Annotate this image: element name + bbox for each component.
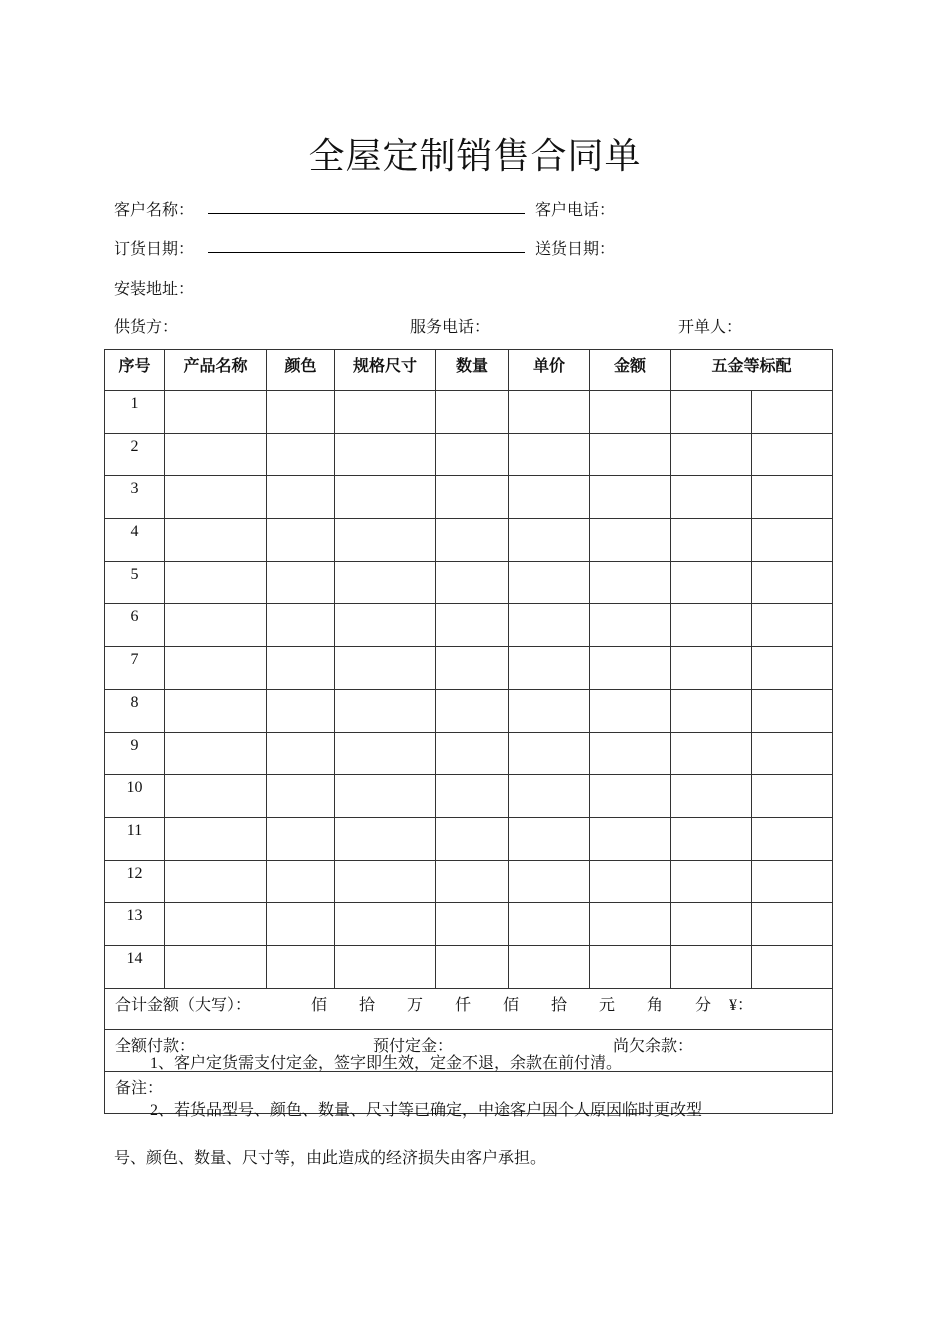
order-date-field[interactable]: [208, 252, 525, 253]
deposit-label: 预付定金：: [373, 1038, 454, 1056]
table-cell[interactable]: [752, 860, 833, 903]
table-cell[interactable]: [165, 732, 267, 775]
table-row: [105, 561, 833, 604]
table-cell[interactable]: [671, 903, 752, 946]
table-cell[interactable]: [335, 903, 436, 946]
table-cell[interactable]: [590, 604, 671, 647]
table-cell[interactable]: [267, 391, 335, 434]
row-number: 1: [105, 391, 165, 434]
supplier-label: 供货方：: [114, 319, 179, 336]
table-row: [105, 433, 833, 476]
table-cell[interactable]: [752, 689, 833, 732]
table-cell[interactable]: [267, 519, 335, 562]
table-cell[interactable]: [165, 604, 267, 647]
amount-unit: 拾: [359, 996, 376, 1014]
header-cell: 规格尺寸: [335, 350, 436, 391]
service-phone-label: 服务电话：: [410, 319, 491, 336]
table-row: [105, 519, 833, 562]
table-cell[interactable]: [335, 647, 436, 690]
table-cell[interactable]: [436, 775, 509, 818]
amount-unit: 佰: [311, 996, 328, 1014]
table-cell[interactable]: [590, 433, 671, 476]
table-cell[interactable]: [335, 519, 436, 562]
table-cell[interactable]: [335, 775, 436, 818]
table-cell[interactable]: [509, 903, 590, 946]
table-cell[interactable]: [335, 860, 436, 903]
customer-name-field[interactable]: [208, 213, 525, 214]
table-cell[interactable]: [436, 391, 509, 434]
table-cell[interactable]: [590, 476, 671, 519]
table-cell[interactable]: [165, 476, 267, 519]
table-cell[interactable]: [590, 775, 671, 818]
delivery-date-label: 送货日期：: [535, 241, 616, 258]
table-cell[interactable]: [590, 519, 671, 562]
table-cell[interactable]: [509, 860, 590, 903]
table-cell[interactable]: [335, 732, 436, 775]
table-cell[interactable]: [335, 433, 436, 476]
table-cell[interactable]: [436, 519, 509, 562]
install-address-label: 安装地址：: [114, 281, 195, 298]
table-cell[interactable]: [165, 433, 267, 476]
table-cell[interactable]: [590, 561, 671, 604]
customer-phone-label: 客户电话：: [535, 202, 616, 219]
table-row: [105, 945, 833, 988]
table-cell[interactable]: [509, 775, 590, 818]
table-cell[interactable]: [590, 391, 671, 434]
table-cell[interactable]: [671, 945, 752, 988]
table-cell[interactable]: [509, 433, 590, 476]
table-cell[interactable]: [509, 647, 590, 690]
header-cell: 数量: [436, 350, 509, 391]
table-cell[interactable]: [165, 689, 267, 732]
table-cell[interactable]: [752, 775, 833, 818]
order-date-label: 订货日期：: [114, 241, 195, 258]
amount-unit: 万: [407, 996, 424, 1014]
table-cell[interactable]: [752, 433, 833, 476]
total-row: [105, 988, 833, 1030]
table-cell[interactable]: [267, 433, 335, 476]
table-row: [105, 903, 833, 946]
page-title: 全屋定制销售合同单: [308, 136, 642, 177]
table-cell[interactable]: [335, 689, 436, 732]
table-cell[interactable]: [671, 860, 752, 903]
table-cell[interactable]: [335, 476, 436, 519]
table-cell[interactable]: [671, 647, 752, 690]
table-cell[interactable]: [267, 775, 335, 818]
table-cell[interactable]: [671, 775, 752, 818]
table-cell[interactable]: [267, 561, 335, 604]
table-cell[interactable]: [436, 647, 509, 690]
table-cell[interactable]: [335, 945, 436, 988]
table-cell[interactable]: [671, 689, 752, 732]
table-row: [105, 689, 833, 732]
note-3: 号、颜色、数量、尺寸等，由此造成的经济损失由客户承担。: [114, 1150, 547, 1167]
table-cell[interactable]: [752, 391, 833, 434]
amount-unit: 拾: [551, 996, 568, 1014]
amount-unit: 元: [599, 996, 616, 1014]
table-cell[interactable]: [436, 561, 509, 604]
table-cell[interactable]: [165, 519, 267, 562]
amount-unit: 仟: [455, 996, 472, 1014]
table-cell[interactable]: [590, 903, 671, 946]
table-cell[interactable]: [671, 391, 752, 434]
row-number: 3: [105, 476, 165, 519]
table-cell[interactable]: [509, 945, 590, 988]
table-row: [105, 391, 833, 434]
table-cell[interactable]: [509, 689, 590, 732]
table-row: [105, 732, 833, 775]
amount-unit: 角: [647, 996, 664, 1014]
table-cell[interactable]: [509, 604, 590, 647]
table-cell[interactable]: [590, 817, 671, 860]
table-cell[interactable]: [267, 647, 335, 690]
table-cell[interactable]: [436, 817, 509, 860]
table-cell[interactable]: [436, 476, 509, 519]
amount-unit: 佰: [503, 996, 520, 1014]
row-number: 5: [105, 561, 165, 604]
table-cell[interactable]: [436, 689, 509, 732]
total-label: 合计金额（大写）：: [115, 996, 252, 1014]
table-row: [105, 860, 833, 903]
table-row: [105, 604, 833, 647]
table-cell[interactable]: [436, 604, 509, 647]
table-cell[interactable]: [165, 817, 267, 860]
row-number: 12: [105, 860, 165, 903]
table-cell[interactable]: [165, 860, 267, 903]
note-2: 2、若货品型号、颜色、数量、尺寸等已确定，中途客户因个人原因临时更改型: [150, 1102, 703, 1119]
table-row: [105, 817, 833, 860]
table-cell[interactable]: [509, 817, 590, 860]
table-cell[interactable]: [165, 775, 267, 818]
table-cell[interactable]: [671, 433, 752, 476]
table-cell[interactable]: [436, 945, 509, 988]
row-number: 2: [105, 433, 165, 476]
row-number: 4: [105, 519, 165, 562]
table-cell[interactable]: [752, 647, 833, 690]
table-cell[interactable]: [590, 860, 671, 903]
row-number: 14: [105, 945, 165, 988]
table-row: [105, 647, 833, 690]
table-cell[interactable]: [267, 860, 335, 903]
table-row: [105, 476, 833, 519]
row-number: 10: [105, 775, 165, 818]
balance-label: 尚欠余款：: [613, 1038, 694, 1056]
remarks-label: 备注：: [105, 1072, 833, 1114]
table-cell[interactable]: [165, 903, 267, 946]
table-cell[interactable]: [436, 732, 509, 775]
table-cell[interactable]: [752, 817, 833, 860]
table-cell[interactable]: [752, 903, 833, 946]
table-cell[interactable]: [267, 817, 335, 860]
table-cell[interactable]: [590, 732, 671, 775]
table-cell[interactable]: [671, 476, 752, 519]
row-number: 6: [105, 604, 165, 647]
table-cell[interactable]: [509, 391, 590, 434]
table-cell[interactable]: [267, 604, 335, 647]
table-cell[interactable]: [509, 732, 590, 775]
table-cell[interactable]: [165, 647, 267, 690]
table-cell[interactable]: [590, 647, 671, 690]
table-cell[interactable]: [165, 945, 267, 988]
note-1: 1、客户定货需支付定金，签字即生效，定金不退，余款在前付清。: [150, 1055, 623, 1072]
table-cell[interactable]: [335, 561, 436, 604]
customer-name-label: 客户名称：: [114, 202, 195, 219]
table-cell[interactable]: [335, 391, 436, 434]
issuer-label: 开单人：: [678, 319, 743, 336]
row-number: 11: [105, 817, 165, 860]
table-cell[interactable]: [752, 519, 833, 562]
table-cell[interactable]: [671, 817, 752, 860]
row-number: 7: [105, 647, 165, 690]
table-cell[interactable]: [671, 519, 752, 562]
table-cell[interactable]: [436, 903, 509, 946]
table-cell[interactable]: [267, 945, 335, 988]
header-cell: 金额: [590, 350, 671, 391]
table-cell[interactable]: [165, 391, 267, 434]
table-cell[interactable]: [267, 689, 335, 732]
table-cell[interactable]: [509, 476, 590, 519]
full-payment-label: 全额付款：: [115, 1038, 196, 1056]
table-cell[interactable]: [752, 604, 833, 647]
header-cell: 颜色: [267, 350, 335, 391]
table-cell[interactable]: [590, 945, 671, 988]
table-cell[interactable]: [752, 732, 833, 775]
table-cell[interactable]: [436, 433, 509, 476]
amount-unit: ¥：: [729, 996, 754, 1014]
table-cell[interactable]: [436, 860, 509, 903]
table-cell[interactable]: [671, 604, 752, 647]
table-cell[interactable]: [165, 561, 267, 604]
header-cell: 五金等标配: [671, 350, 833, 391]
header-cell: 单价: [509, 350, 590, 391]
header-cell: 序号: [105, 350, 165, 391]
table-cell[interactable]: [671, 561, 752, 604]
table-cell[interactable]: [509, 519, 590, 562]
table-cell[interactable]: [509, 561, 590, 604]
order-table: [104, 349, 833, 1114]
table-cell[interactable]: [590, 689, 671, 732]
table-row: [105, 775, 833, 818]
amount-unit: 分: [695, 996, 712, 1014]
row-number: 9: [105, 732, 165, 775]
table-cell[interactable]: [335, 604, 436, 647]
table-cell[interactable]: [671, 732, 752, 775]
table-cell[interactable]: [752, 561, 833, 604]
table-cell[interactable]: [335, 817, 436, 860]
table-cell[interactable]: [267, 732, 335, 775]
row-number: 8: [105, 689, 165, 732]
table-cell[interactable]: [267, 903, 335, 946]
header-cell: 产品名称: [165, 350, 267, 391]
row-number: 13: [105, 903, 165, 946]
table-header-row: [105, 350, 833, 391]
table-cell[interactable]: [752, 945, 833, 988]
table-cell[interactable]: [267, 476, 335, 519]
table-cell[interactable]: [752, 476, 833, 519]
